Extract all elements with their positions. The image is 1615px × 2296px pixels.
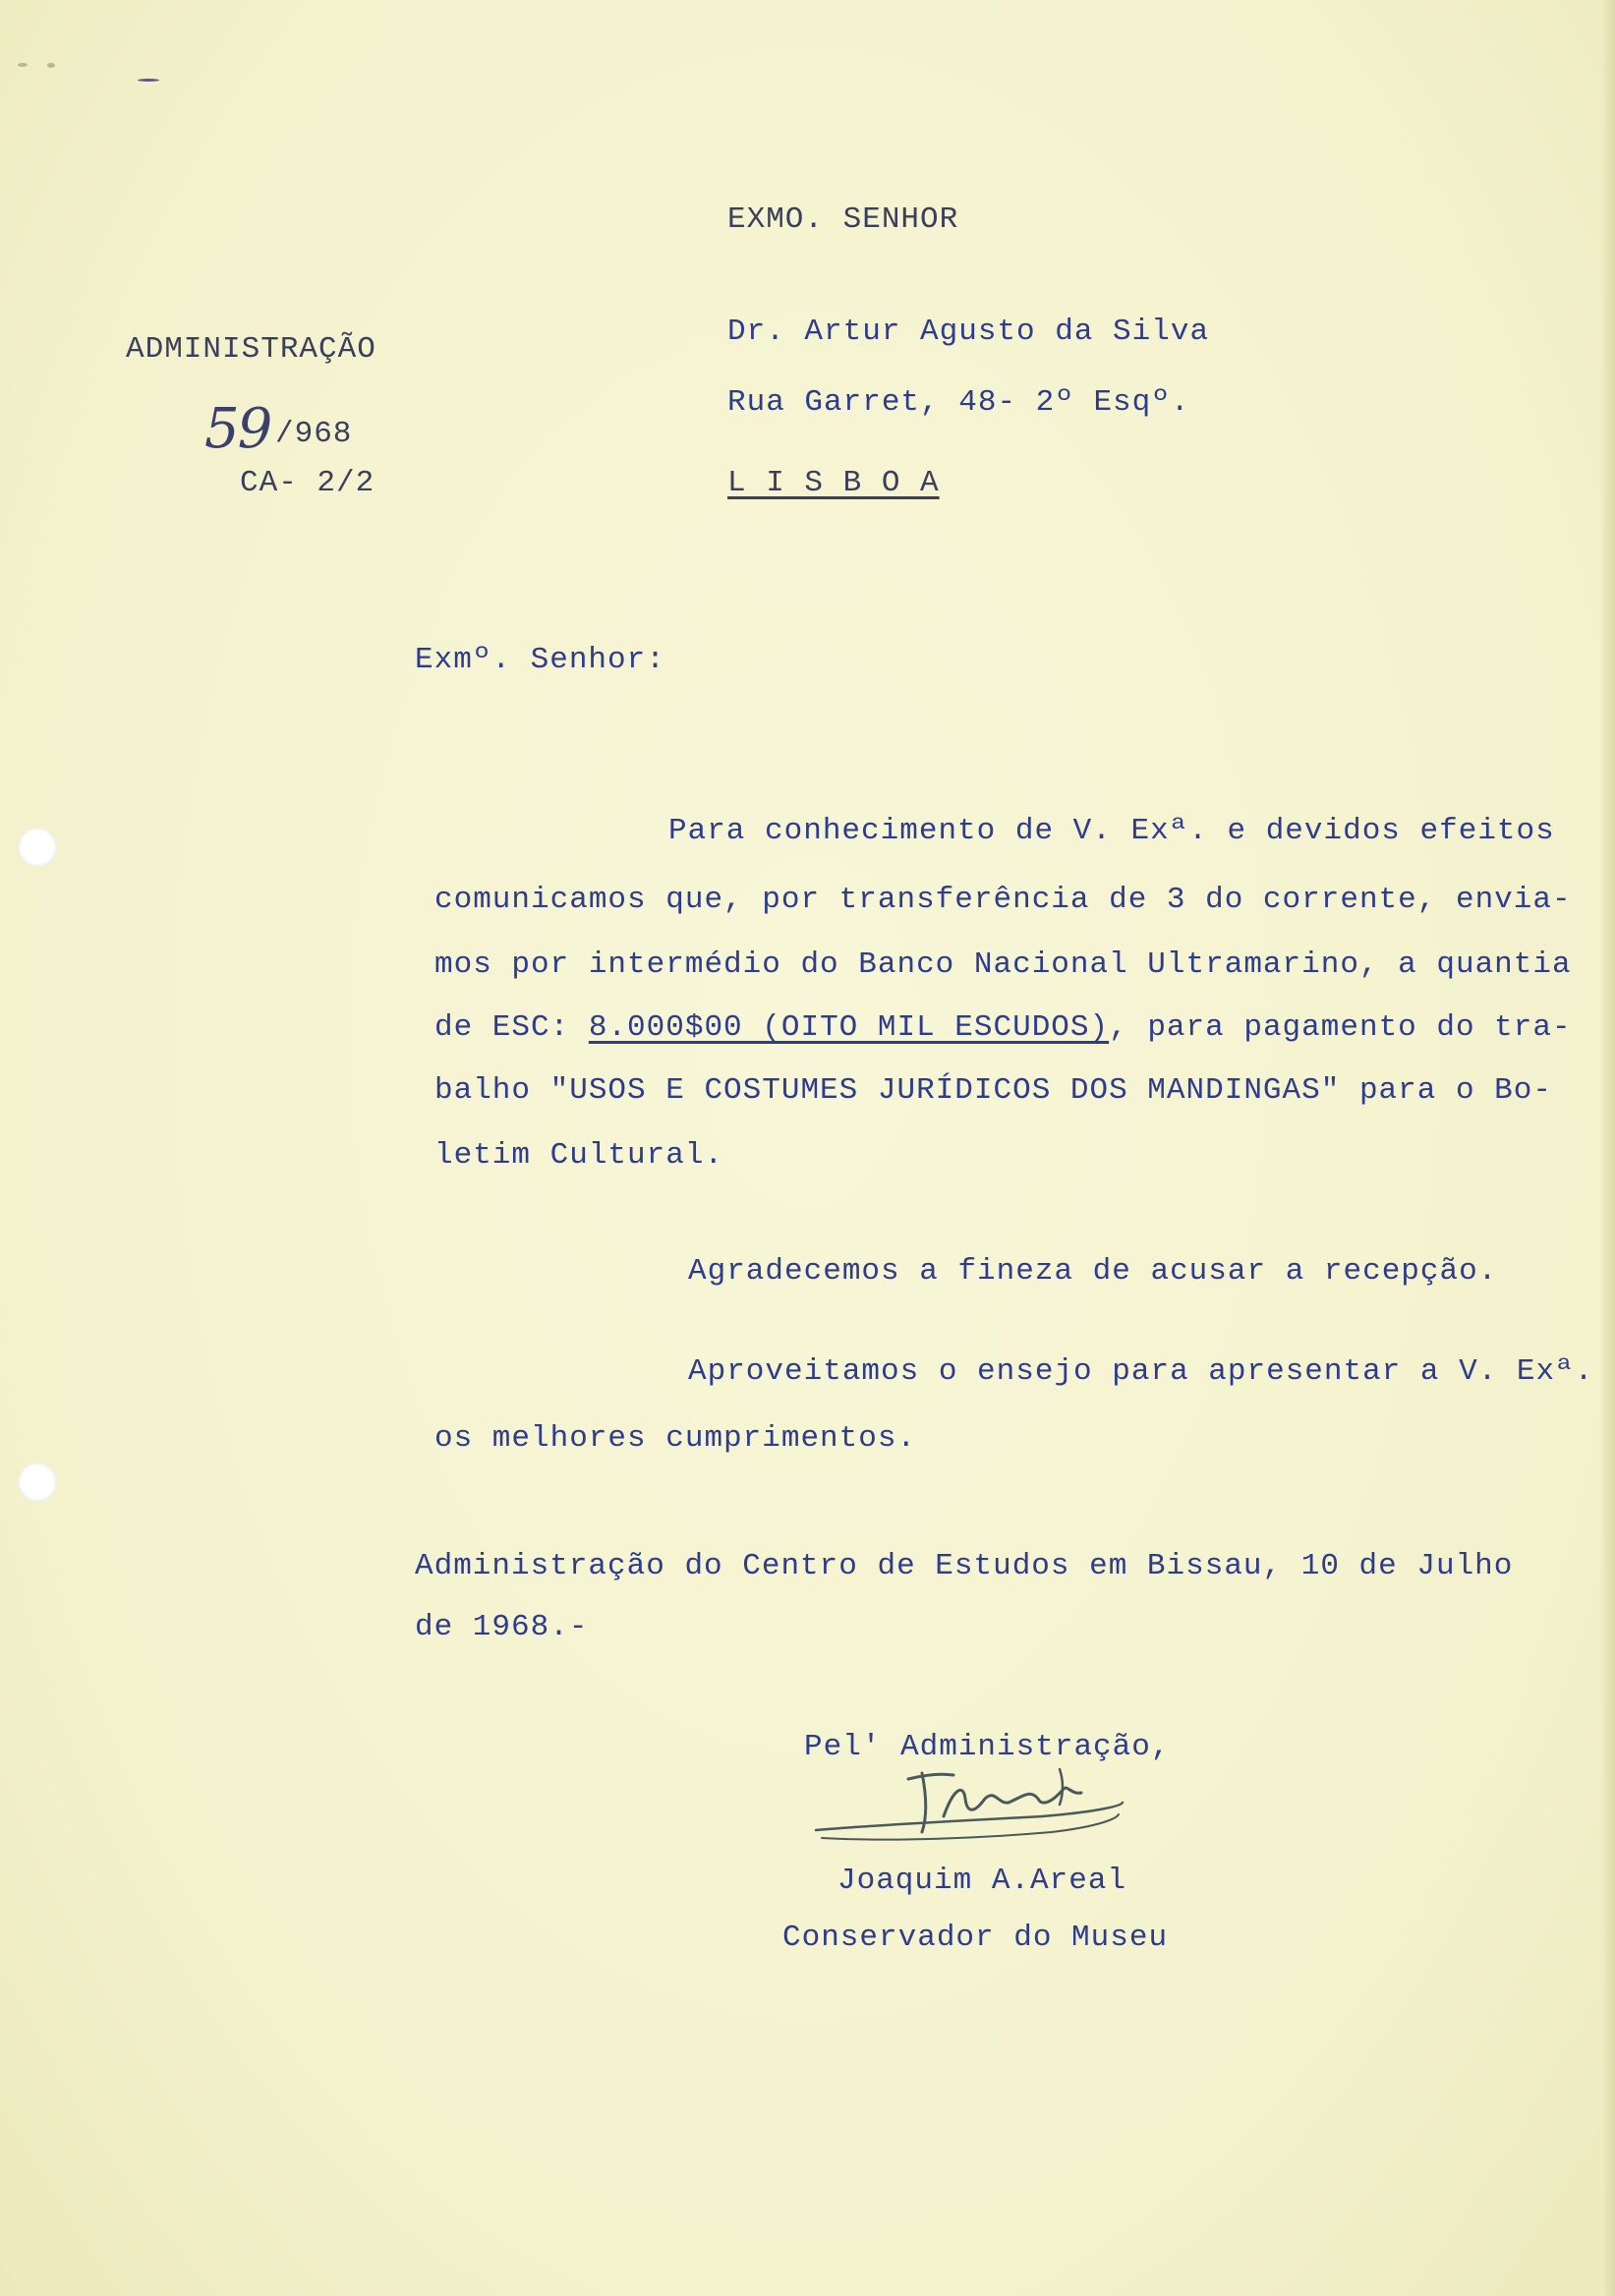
body-line-amount	[434, 1012, 1572, 1043]
reference-number: 59	[204, 397, 271, 461]
body-line: letim Cultural.	[434, 1138, 724, 1173]
addressee-name: Dr. Artur Agusto da Silva	[727, 315, 1210, 349]
salutation-top: EXMO. SENHOR	[727, 202, 959, 237]
handwritten-signature	[806, 1759, 1130, 1867]
body-line: mos por intermédio do Banco Nacional Ultramarino, a quantia	[434, 947, 1572, 982]
reference-code: CA- 2/2	[240, 466, 375, 500]
addressee-street: Rua Garret, 48- 2º Esqº.	[727, 385, 1190, 420]
ink-speck	[18, 63, 28, 67]
reference-year: /968	[275, 417, 353, 451]
ink-speck	[138, 79, 159, 82]
place-date-line: de 1968.-	[415, 1610, 589, 1644]
paper-edge	[1601, 0, 1615, 2296]
body-paragraph-2: Agradecemos a fineza de acusar a recepção.	[688, 1254, 1498, 1289]
body-line: Aproveitamos o ensejo para apresentar a V. Exª.	[688, 1354, 1594, 1389]
amount-value: 8.000$00 (OITO MIL ESCUDOS)	[588, 1010, 1110, 1045]
ink-speck	[47, 63, 55, 68]
signatory-title: Conservador do Museu	[782, 1921, 1169, 1955]
punch-hole-bottom	[18, 1463, 57, 1502]
department-label: ADMINISTRAÇÃO	[126, 332, 376, 367]
body-line: Para conhecimento de V. Exª. e devidos efeitos	[668, 814, 1555, 848]
body-line: comunicamos que, por transferência de 3 do corrente, envia-	[434, 883, 1572, 917]
signatory-name: Joaquim A.Areal	[837, 1864, 1127, 1898]
amount-suffix: , para pagamento do tra-	[1109, 1010, 1572, 1045]
body-line: balho "USOS E COSTUMES JURÍDICOS DOS MANDINGAS" para o Bo-	[434, 1073, 1552, 1108]
place-date-line: Administração do Centro de Estudos em Bissau, 10 de Julho	[415, 1549, 1514, 1583]
addressee-city: L I S B O A	[727, 466, 940, 500]
closing: Pel' Administração,	[804, 1730, 1171, 1764]
amount-prefix: de ESC:	[434, 1010, 589, 1045]
punch-hole-top	[18, 828, 57, 867]
body-line: os melhores cumprimentos.	[434, 1421, 917, 1456]
greeting: Exmº. Senhor:	[415, 643, 665, 677]
